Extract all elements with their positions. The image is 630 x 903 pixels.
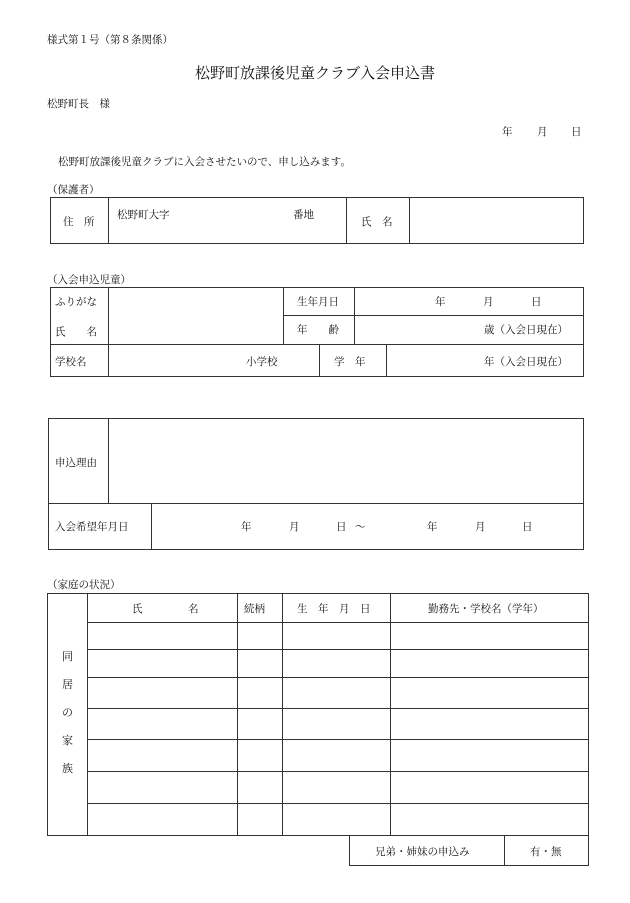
sibling-table xyxy=(349,835,589,866)
page-title: 松野町放課後児童クラブ入会申込書 xyxy=(194,64,435,82)
cohabiting-char: 居 xyxy=(62,678,73,691)
family-table xyxy=(47,593,589,836)
cohabiting-char: 家 xyxy=(62,734,73,747)
col-name-2: 名 xyxy=(188,603,199,615)
address-prefix: 松野町大字 xyxy=(117,209,170,221)
birth-day: 日 xyxy=(531,296,542,308)
furigana-label: ふりがな xyxy=(55,296,97,308)
form-number: 様式第１号（第８条関係） xyxy=(47,34,173,46)
guardian-table xyxy=(50,197,584,244)
child-table xyxy=(50,287,584,377)
birth-month: 月 xyxy=(483,296,494,308)
date-day-label: 日 xyxy=(571,126,582,138)
addressee: 松野町長 様 xyxy=(47,98,110,110)
date-month-label: 月 xyxy=(537,126,548,138)
school-suffix: 小学校 xyxy=(246,356,278,368)
col-name-1: 氏 xyxy=(132,603,143,615)
date-year-label: 年 xyxy=(502,126,513,138)
sibling-value: 有・無 xyxy=(530,846,562,858)
application-table xyxy=(48,418,584,550)
family-section-label: （家庭の状況） xyxy=(47,579,121,591)
from-day: 日 xyxy=(336,521,347,533)
cohabiting-char: の xyxy=(62,706,73,719)
intro-text: 松野町放課後児童クラブに入会させたいので、申し込みます。 xyxy=(58,156,351,168)
desired-date-label: 入会希望年月日 xyxy=(55,521,129,533)
child-name-label: 氏 名 xyxy=(55,326,97,338)
guardian-section-label: （保護者） xyxy=(47,184,100,196)
birth-year: 年 xyxy=(435,296,446,308)
sibling-label: 兄弟・姉妹の申込み xyxy=(375,846,470,858)
cohabiting-char: 同 xyxy=(62,650,73,663)
reason-label: 申込理由 xyxy=(55,457,97,469)
age-label: 年 齢 xyxy=(297,324,339,336)
cohabiting-char: 族 xyxy=(62,762,73,775)
guardian-name-label: 氏 名 xyxy=(361,216,393,228)
tilde: ～ xyxy=(355,521,366,533)
birth-label: 生年月日 xyxy=(297,296,339,308)
to-month: 月 xyxy=(475,521,486,533)
cohabiting-family-label xyxy=(48,643,87,783)
child-section-label: （入会申込児童） xyxy=(47,274,131,286)
address-suffix: 番地 xyxy=(293,209,314,221)
to-year: 年 xyxy=(427,521,438,533)
from-year: 年 xyxy=(241,521,252,533)
age-value: 歳（入会日現在） xyxy=(484,324,568,336)
col-relation: 続柄 xyxy=(244,603,265,615)
col-workplace: 勤務先・学校名（学年） xyxy=(428,603,544,615)
to-day: 日 xyxy=(522,521,533,533)
grade-label: 学 年 xyxy=(334,356,366,368)
school-label: 学校名 xyxy=(55,356,87,368)
col-birth: 生 年 月 日 xyxy=(297,603,371,615)
grade-value: 年（入会日現在） xyxy=(484,356,568,368)
address-label: 住 所 xyxy=(63,216,95,228)
from-month: 月 xyxy=(289,521,300,533)
